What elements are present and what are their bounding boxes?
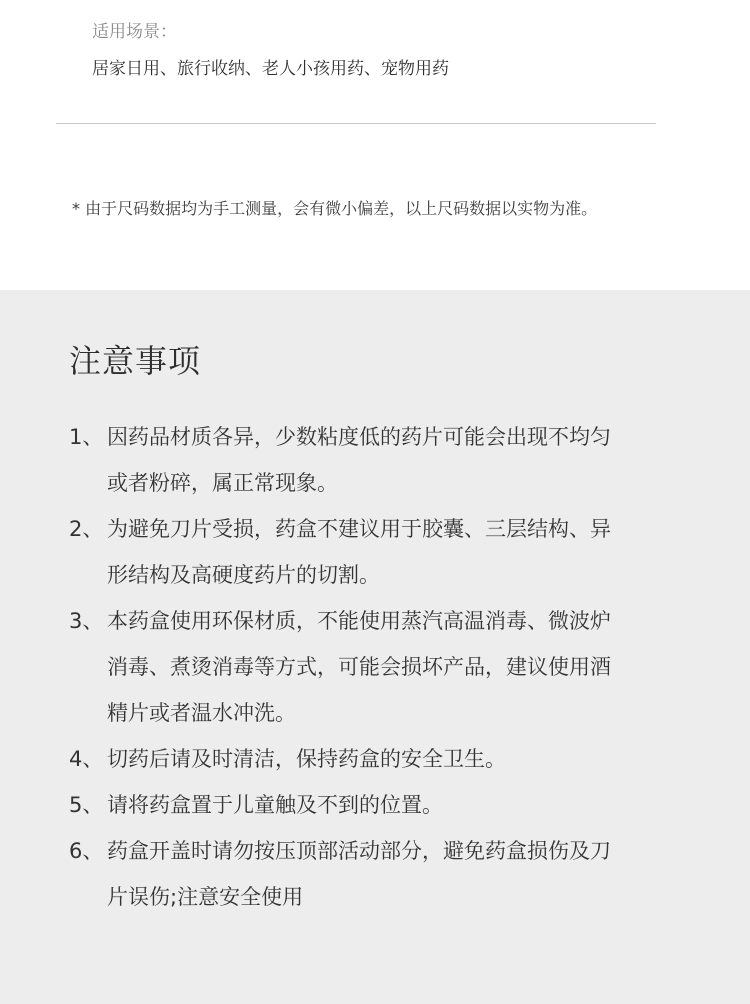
- note-line: 药盒开盖时请勿按压顶部活动部分，避免药盒损伤及刀: [107, 839, 611, 863]
- note-item-2: [69, 506, 709, 598]
- note-line: 精片或者温水冲洗。: [107, 701, 296, 725]
- note-number: 1、: [69, 425, 104, 449]
- note-line: 本药盒使用环保材质，不能使用蒸汽高温消毒、微波炉: [107, 609, 611, 633]
- section-divider: [56, 123, 656, 124]
- note-item-4: [69, 736, 709, 782]
- note-number: 4、: [69, 747, 104, 771]
- note-line: 为避免刀片受损，药盒不建议用于胶囊、三层结构、异: [107, 517, 611, 541]
- note-line: 切药后请及时清洁，保持药盒的安全卫生。: [107, 747, 506, 771]
- note-item-6: [69, 828, 709, 920]
- usage-scene-label: 适用场景：: [92, 22, 177, 42]
- note-line: 消毒、煮烫消毒等方式，可能会损坏产品，建议使用酒: [107, 655, 611, 679]
- note-line: 因药品材质各异，少数粘度低的药片可能会出现不均匀: [107, 425, 611, 449]
- note-number: 6、: [69, 839, 104, 863]
- measurement-footnote: * 由于尺码数据均为手工测量，会有微小偏差，以上尺码数据以实物为准。: [72, 199, 598, 218]
- note-number: 5、: [69, 793, 104, 817]
- note-number: 3、: [69, 609, 104, 633]
- notes-title: 注意事项: [69, 342, 202, 380]
- notes-list: [69, 414, 709, 920]
- note-line: 请将药盒置于儿童触及不到的位置。: [107, 793, 443, 817]
- note-line: 形结构及高硬度药片的切割。: [107, 563, 380, 587]
- notes-section: [0, 290, 750, 1004]
- note-number: 2、: [69, 517, 104, 541]
- note-item-5: [69, 782, 709, 828]
- note-line: 或者粉碎，属正常现象。: [107, 471, 338, 495]
- note-line: 片误伤;注意安全使用: [107, 885, 304, 909]
- usage-scene-value: 居家日用、旅行收纳、老人小孩用药、宠物用药: [92, 59, 449, 79]
- note-item-1: [69, 414, 709, 506]
- specs-section: [0, 0, 750, 290]
- note-item-3: [69, 598, 709, 736]
